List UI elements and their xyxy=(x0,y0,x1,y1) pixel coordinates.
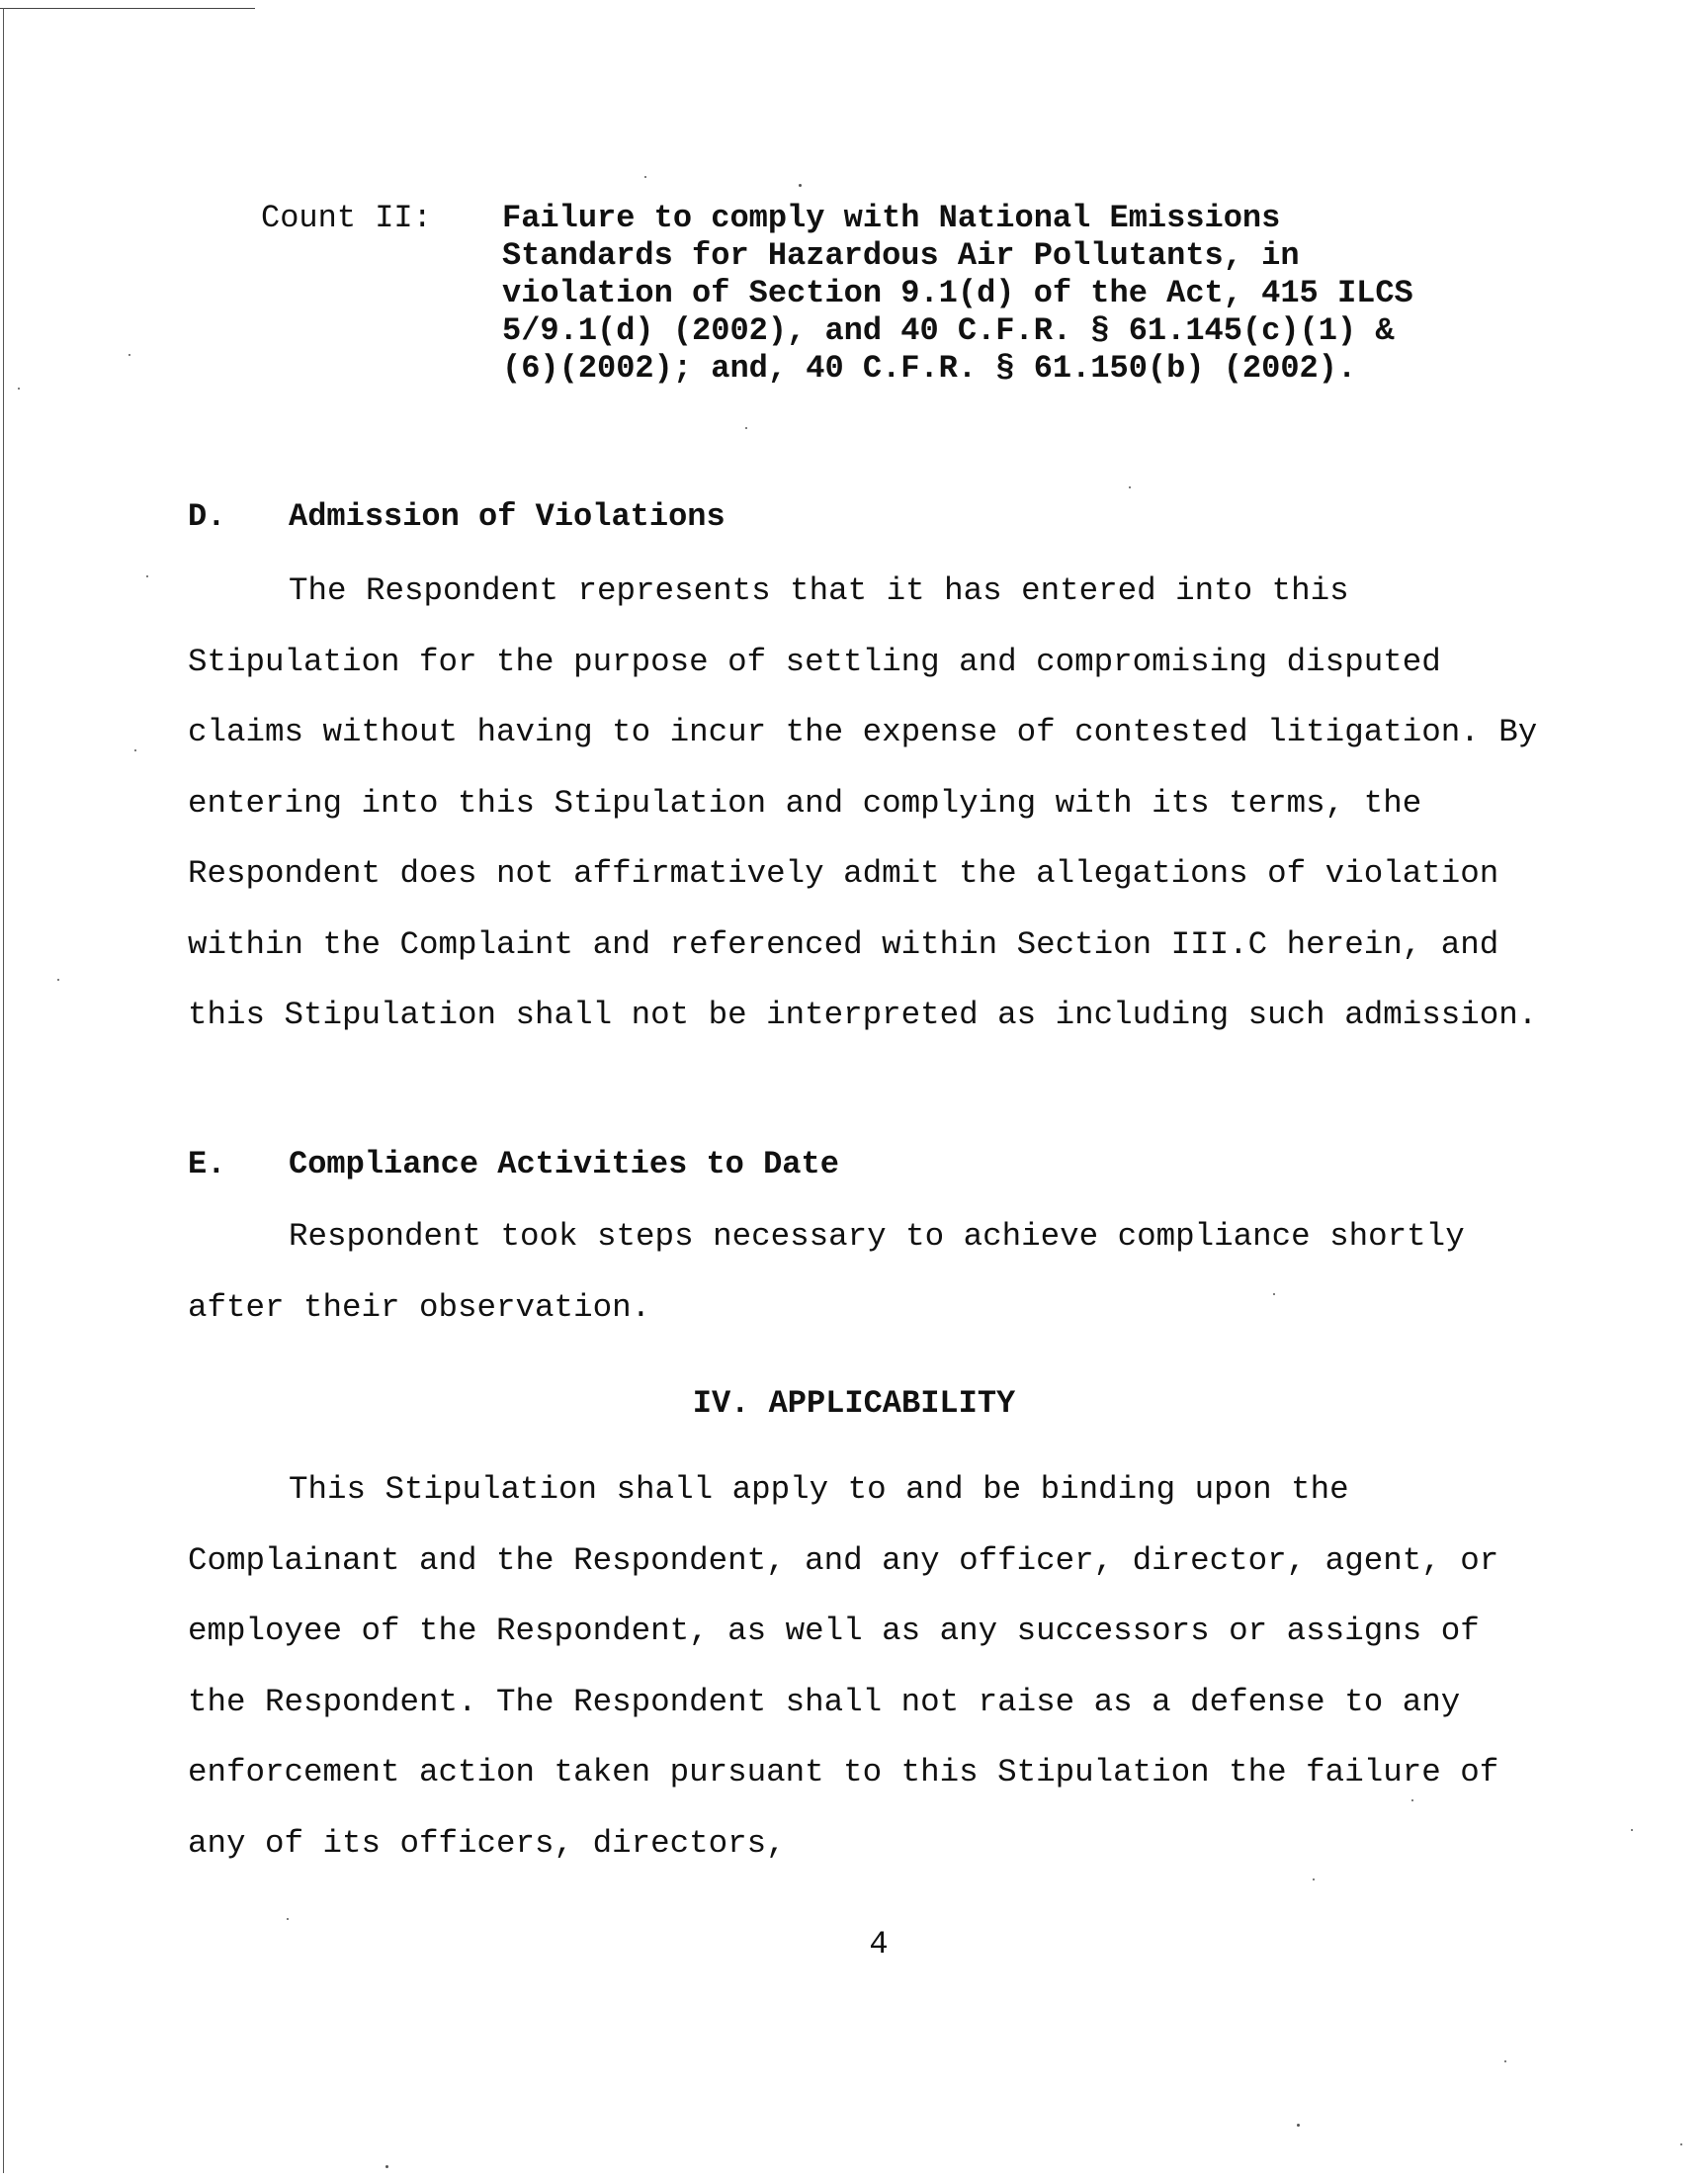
section-d-title: Admission of Violations xyxy=(289,498,726,535)
count-ii-label: Count II: xyxy=(261,200,432,236)
scan-speck xyxy=(644,176,646,178)
section-iv-title: IV. APPLICABILITY xyxy=(692,1385,1016,1422)
section-e-title: Compliance Activities to Date xyxy=(289,1146,839,1182)
scan-speck xyxy=(1631,1829,1633,1831)
scan-speck xyxy=(1129,486,1131,488)
section-e-letter: E. xyxy=(188,1146,226,1182)
section-iv-body: This Stipulation shall apply to and be binding upon the Complainant and the Respondent, and any officer, director, agent, or employee of the Respondent, as well as any successors or assigns of the Respondent. The Respondent shall not raise as a defense to any enforcement action taken pursuant to this Stipulation the failure of any of its officers, directors, xyxy=(188,1471,1499,1862)
scan-speck xyxy=(1297,2124,1300,2127)
scan-speck xyxy=(18,388,20,390)
section-d-body: The Respondent represents that it has entered into this Stipulation for the purpose of settling and compromising disputed claims without having to incur the expense of contested litigation. By entering into this Stipulation and complying with its terms, the Respondent does not affirmatively admit the allegations of violation within the Complaint and referenced within Section III.C herein, and this Stipulation shall not be interpreted as including such admission. xyxy=(188,572,1538,1033)
scan-speck xyxy=(1313,1878,1315,1880)
scan-speck xyxy=(385,2165,388,2168)
scan-speck xyxy=(128,354,130,356)
scan-speck xyxy=(134,749,136,751)
scan-speck xyxy=(1680,2143,1682,2145)
section-d-heading xyxy=(188,497,726,537)
scan-speck xyxy=(1504,2060,1506,2062)
section-e-body: Respondent took steps necessary to achieve compliance shortly after their observation. xyxy=(188,1218,1465,1326)
page-number: 4 xyxy=(869,1926,889,1963)
count-ii-text: Failure to comply with National Emissions Standards for Hazardous Air Pollutants, in violation of Section 9.1(d) of the Act, 415 ILCS 5/9.1(d) (2002), and 40 C.F.R. § 61.145(c)(1) & (6)(2002); and, 40 C.F.R. § 61.150(b) (2002). xyxy=(502,200,1413,387)
scan-speck xyxy=(146,575,148,577)
scan-speck xyxy=(745,427,747,429)
scan-border-top xyxy=(0,8,255,9)
scan-border-left xyxy=(3,8,4,2173)
section-e-heading xyxy=(188,1145,839,1184)
scan-speck xyxy=(799,184,802,187)
section-d-letter: D. xyxy=(188,498,226,535)
scan-speck xyxy=(287,1918,289,1920)
scan-speck xyxy=(57,979,59,981)
